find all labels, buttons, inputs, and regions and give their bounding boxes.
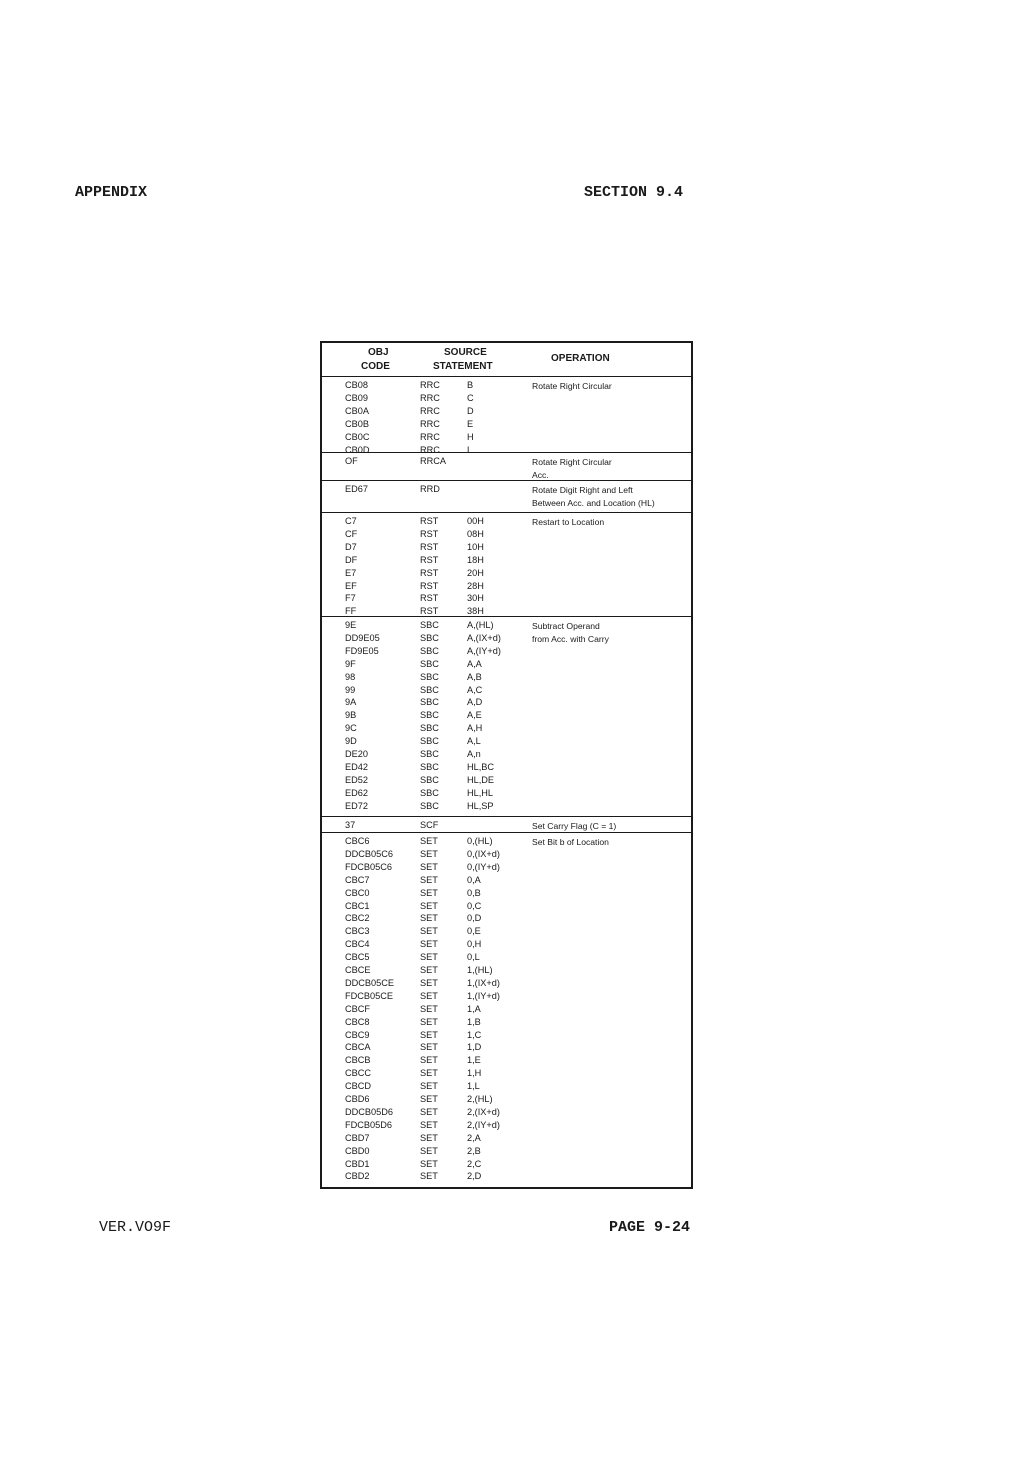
table-row — [322, 1145, 691, 1158]
table-row — [322, 580, 691, 593]
obj-code: CBC9 — [345, 1029, 370, 1040]
obj-code: CBC8 — [345, 1016, 370, 1027]
operand: 0,(IY+d) — [467, 861, 500, 872]
instruction-group — [322, 513, 691, 617]
operand: 0,D — [467, 913, 482, 924]
instruction-group — [322, 817, 691, 833]
obj-code: CBD0 — [345, 1145, 370, 1156]
mnemonic: SET — [420, 990, 438, 1001]
mnemonic: SET — [420, 874, 438, 885]
obj-code: DDCB05D6 — [345, 1106, 393, 1117]
mnemonic: SET — [420, 1081, 438, 1092]
operand: HL,DE — [467, 774, 495, 785]
obj-code: CBC4 — [345, 939, 370, 950]
operand: 1,B — [467, 1016, 481, 1027]
table-row — [322, 515, 691, 528]
operand: 2,(IY+d) — [467, 1119, 500, 1130]
table-row — [322, 835, 691, 848]
table-row — [322, 722, 691, 735]
operand: H — [467, 431, 474, 442]
col-src-line1: SOURCE — [444, 347, 487, 358]
mnemonic: SET — [420, 848, 438, 859]
obj-code: 9E — [345, 620, 357, 630]
mnemonic: SBC — [420, 723, 439, 734]
mnemonic: RST — [420, 554, 439, 565]
obj-code: 9D — [345, 736, 357, 747]
footer-left: VER.VO9F — [99, 1219, 172, 1236]
mnemonic: SET — [420, 1068, 438, 1079]
obj-code: ED67 — [345, 484, 368, 494]
mnemonic: SBC — [420, 620, 439, 630]
mnemonic: SET — [420, 1016, 438, 1027]
mnemonic: SBC — [420, 787, 439, 798]
obj-code: CBD2 — [345, 1171, 370, 1182]
obj-code: ED42 — [345, 761, 368, 772]
obj-code: CBC2 — [345, 913, 370, 924]
mnemonic: RRC — [420, 418, 440, 429]
table-row — [322, 1132, 691, 1145]
obj-code: ED72 — [345, 800, 368, 811]
mnemonic: RRC — [420, 431, 440, 442]
obj-code: CBC3 — [345, 926, 370, 937]
obj-code: CBD1 — [345, 1158, 370, 1169]
table-row — [322, 684, 691, 697]
obj-code: CBCD — [345, 1081, 372, 1092]
table-row — [322, 1003, 691, 1016]
obj-code: CBC0 — [345, 887, 370, 898]
obj-code: F7 — [345, 593, 356, 604]
obj-code: CBC7 — [345, 874, 370, 885]
mnemonic: SET — [420, 1145, 438, 1156]
table-row — [322, 567, 691, 580]
mnemonic: SBC — [420, 632, 439, 643]
obj-code: CB0C — [345, 431, 370, 442]
operand: 1,(IY+d) — [467, 990, 500, 1001]
mnemonic: SBC — [420, 645, 439, 656]
mnemonic: SBC — [420, 736, 439, 747]
table-row — [322, 709, 691, 722]
operation-text: Set Bit b of Location — [532, 837, 609, 847]
mnemonic: SCF — [420, 820, 439, 830]
table-row — [322, 887, 691, 900]
table-row — [322, 541, 691, 554]
operand: A,(IY+d) — [467, 645, 501, 656]
mnemonic: SET — [420, 900, 438, 911]
table-row — [322, 951, 691, 964]
table-row — [322, 990, 691, 1003]
operand: 2,D — [467, 1171, 482, 1182]
operand: 30H — [467, 593, 484, 604]
mnemonic: SBC — [420, 749, 439, 759]
table-row — [322, 658, 691, 671]
obj-code: CBCB — [345, 1055, 371, 1066]
mnemonic: SET — [420, 836, 438, 846]
operand: A,n — [467, 749, 481, 759]
operand: A,C — [467, 684, 483, 695]
operand: E — [467, 418, 474, 429]
instruction-group — [322, 833, 691, 1194]
col-obj-line2: CODE — [361, 361, 390, 372]
obj-code: 9C — [345, 723, 357, 734]
operand: 0,C — [467, 900, 482, 911]
operand: 2,(IX+d) — [467, 1106, 500, 1117]
instruction-group — [322, 377, 691, 453]
operand: 0,(HL) — [467, 836, 493, 846]
operand: HL,HL — [467, 787, 494, 798]
table-row — [322, 696, 691, 709]
operand: 0,E — [467, 926, 481, 937]
operand: 0,L — [467, 952, 480, 963]
operation-text: Rotate Digit Right and Left — [532, 485, 633, 495]
mnemonic: RST — [420, 516, 439, 526]
mnemonic: RRCA — [420, 456, 447, 466]
table-row — [322, 748, 691, 761]
footer-right: PAGE 9-24 — [609, 1219, 691, 1236]
mnemonic: SBC — [420, 761, 439, 772]
operation-text: Between Acc. and Location (HL) — [532, 497, 655, 508]
obj-code: FD9E05 — [345, 645, 379, 656]
mnemonic: SBC — [420, 774, 439, 785]
table-row — [322, 554, 691, 567]
operation-text: from Acc. with Carry — [532, 633, 609, 644]
obj-code: CBD6 — [345, 1094, 370, 1104]
mnemonic: RST — [420, 606, 439, 617]
operand: 10H — [467, 541, 484, 552]
obj-code: DDCB05CE — [345, 977, 395, 988]
obj-code: FDCB05C6 — [345, 861, 392, 872]
mnemonic: SET — [420, 1094, 438, 1104]
table-row — [322, 925, 691, 938]
table-row — [322, 431, 691, 444]
operation-text: Acc. — [532, 469, 549, 480]
mnemonic: SET — [420, 1029, 438, 1040]
operand: HL,SP — [467, 800, 494, 811]
table-row — [322, 632, 691, 645]
operand: A,A — [467, 658, 482, 669]
col-obj-line1: OBJ — [368, 347, 389, 358]
mnemonic: SET — [420, 887, 438, 898]
mnemonic: SET — [420, 1106, 438, 1117]
operand: A,(HL) — [467, 620, 494, 630]
table-row — [322, 1119, 691, 1132]
instruction-group — [322, 481, 691, 513]
table-row — [322, 455, 691, 468]
mnemonic: RRC — [420, 444, 440, 455]
mnemonic: RRC — [420, 380, 440, 390]
obj-code: CB0B — [345, 418, 370, 429]
table-row — [322, 1170, 691, 1183]
table-row — [322, 1158, 691, 1171]
operand: A,L — [467, 736, 481, 747]
table-row — [322, 405, 691, 418]
obj-code: CBC1 — [345, 900, 370, 911]
table-row — [322, 1054, 691, 1067]
obj-code: DD9E05 — [345, 632, 380, 643]
obj-code: CB09 — [345, 392, 368, 403]
obj-code: FDCB05D6 — [345, 1119, 392, 1130]
mnemonic: SET — [420, 1132, 438, 1143]
mnemonic: SET — [420, 939, 438, 950]
operand: L — [467, 444, 473, 455]
operand: 1,L — [467, 1081, 480, 1092]
operand: HL,BC — [467, 761, 495, 772]
operand: B — [467, 380, 474, 390]
obj-code: ED52 — [345, 774, 368, 785]
table-row — [322, 977, 691, 990]
table-row — [322, 900, 691, 913]
mnemonic: RST — [420, 528, 439, 539]
operand: 0,B — [467, 887, 481, 898]
obj-code: CB0A — [345, 405, 370, 416]
obj-code: CB0D — [345, 444, 370, 455]
obj-code: D7 — [345, 541, 357, 552]
table-row — [322, 483, 691, 496]
mnemonic: RST — [420, 580, 439, 591]
col-operation: OPERATION — [551, 353, 610, 364]
operand: 20H — [467, 567, 484, 578]
operand: 0,A — [467, 874, 481, 885]
obj-code: CBC5 — [345, 952, 370, 963]
operand: 18H — [467, 554, 484, 565]
table-row — [322, 379, 691, 392]
mnemonic: SET — [420, 926, 438, 937]
mnemonic: SET — [420, 1171, 438, 1182]
table-row — [322, 1029, 691, 1042]
operand: 1,(HL) — [467, 965, 493, 975]
table-row — [322, 1080, 691, 1093]
operand: 28H — [467, 580, 484, 591]
mnemonic: SBC — [420, 710, 439, 721]
operand: D — [467, 405, 474, 416]
mnemonic: SBC — [420, 800, 439, 811]
operand: A,H — [467, 723, 483, 734]
table-row — [322, 1067, 691, 1080]
operation-text: Rotate Right Circular — [532, 457, 612, 467]
operand: 0,H — [467, 939, 482, 950]
obj-code: CBC6 — [345, 836, 370, 846]
mnemonic: RRC — [420, 392, 440, 403]
table-row — [322, 938, 691, 951]
table-row — [322, 1093, 691, 1106]
obj-code: FF — [345, 606, 357, 617]
obj-code: 9A — [345, 697, 357, 708]
table-row — [322, 592, 691, 605]
header-right: SECTION 9.4 — [584, 184, 684, 201]
table-row — [322, 735, 691, 748]
obj-code: CBD7 — [345, 1132, 370, 1143]
table-header — [322, 343, 691, 377]
mnemonic: SET — [420, 1003, 438, 1014]
table-row — [322, 645, 691, 658]
mnemonic: RST — [420, 593, 439, 604]
obj-code: DDCB05C6 — [345, 848, 393, 859]
operation-text: Restart to Location — [532, 517, 605, 527]
operand: 38H — [467, 606, 484, 617]
obj-code: CBCE — [345, 965, 371, 975]
operand: A,(IX+d) — [467, 632, 501, 643]
obj-code: DE20 — [345, 749, 368, 759]
obj-code: 99 — [345, 684, 356, 695]
table-row — [322, 392, 691, 405]
mnemonic: RST — [420, 567, 439, 578]
mnemonic: SET — [420, 965, 438, 975]
table-row — [322, 671, 691, 684]
obj-code: CBCF — [345, 1003, 371, 1014]
table-row — [322, 761, 691, 774]
mnemonic: SET — [420, 1042, 438, 1053]
table-row — [322, 418, 691, 431]
table-row — [322, 848, 691, 861]
operand: 1,(IX+d) — [467, 977, 500, 988]
obj-code: OF — [345, 456, 358, 466]
obj-code: 9B — [345, 710, 357, 721]
obj-code: DF — [345, 554, 358, 565]
operand: 2,(HL) — [467, 1094, 493, 1104]
operand: 2,B — [467, 1145, 481, 1156]
obj-code: 98 — [345, 671, 356, 682]
table-row — [322, 1106, 691, 1119]
operand: C — [467, 392, 474, 403]
table-row — [322, 800, 691, 813]
operand: 08H — [467, 528, 484, 539]
operation-text: Rotate Right Circular — [532, 381, 612, 391]
operand: 1,E — [467, 1055, 481, 1066]
mnemonic: SET — [420, 1158, 438, 1169]
obj-code: CBCC — [345, 1068, 372, 1079]
obj-code: ED62 — [345, 787, 368, 798]
table-row — [322, 1016, 691, 1029]
mnemonic: SBC — [420, 684, 439, 695]
operation-text: Subtract Operand — [532, 621, 600, 631]
table-row — [322, 528, 691, 541]
table-row — [322, 861, 691, 874]
mnemonic: SBC — [420, 697, 439, 708]
obj-code: C7 — [345, 516, 357, 526]
mnemonic: SET — [420, 861, 438, 872]
operand: A,B — [467, 671, 482, 682]
mnemonic: SET — [420, 913, 438, 924]
instruction-group — [322, 453, 691, 481]
table-row — [322, 912, 691, 925]
operand: 1,A — [467, 1003, 481, 1014]
table-row — [322, 819, 691, 832]
mnemonic: SBC — [420, 671, 439, 682]
operation-text: Set Carry Flag (C = 1) — [532, 821, 617, 831]
mnemonic: RRD — [420, 484, 440, 494]
obj-code: 9F — [345, 658, 356, 669]
mnemonic: SBC — [420, 658, 439, 669]
mnemonic: RST — [420, 541, 439, 552]
mnemonic: SET — [420, 1119, 438, 1130]
mnemonic: SET — [420, 977, 438, 988]
mnemonic: RRC — [420, 405, 440, 416]
header-left: APPENDIX — [75, 184, 148, 201]
operand: A,E — [467, 710, 482, 721]
operand: 0,(IX+d) — [467, 848, 500, 859]
operand: 2,A — [467, 1132, 481, 1143]
operand: 1,H — [467, 1068, 482, 1079]
obj-code: E7 — [345, 567, 357, 578]
table-row — [322, 964, 691, 977]
operand: A,D — [467, 697, 483, 708]
operand: 1,C — [467, 1029, 482, 1040]
operand: 2,C — [467, 1158, 482, 1169]
table-row — [322, 1041, 691, 1054]
table-row — [322, 774, 691, 787]
mnemonic: SET — [420, 1055, 438, 1066]
operand: 1,D — [467, 1042, 482, 1053]
mnemonic: SET — [420, 952, 438, 963]
obj-code: FDCB05CE — [345, 990, 393, 1001]
col-src-line2: STATEMENT — [433, 361, 493, 372]
obj-code: EF — [345, 580, 357, 591]
table-row — [322, 619, 691, 632]
obj-code: 37 — [345, 820, 356, 830]
obj-code: CBCA — [345, 1042, 371, 1053]
operand: 00H — [467, 516, 484, 526]
table-row — [322, 874, 691, 887]
opcode-table — [320, 341, 693, 1189]
obj-code: CB08 — [345, 380, 368, 390]
instruction-group — [322, 617, 691, 817]
table-row — [322, 787, 691, 800]
obj-code: CF — [345, 528, 358, 539]
